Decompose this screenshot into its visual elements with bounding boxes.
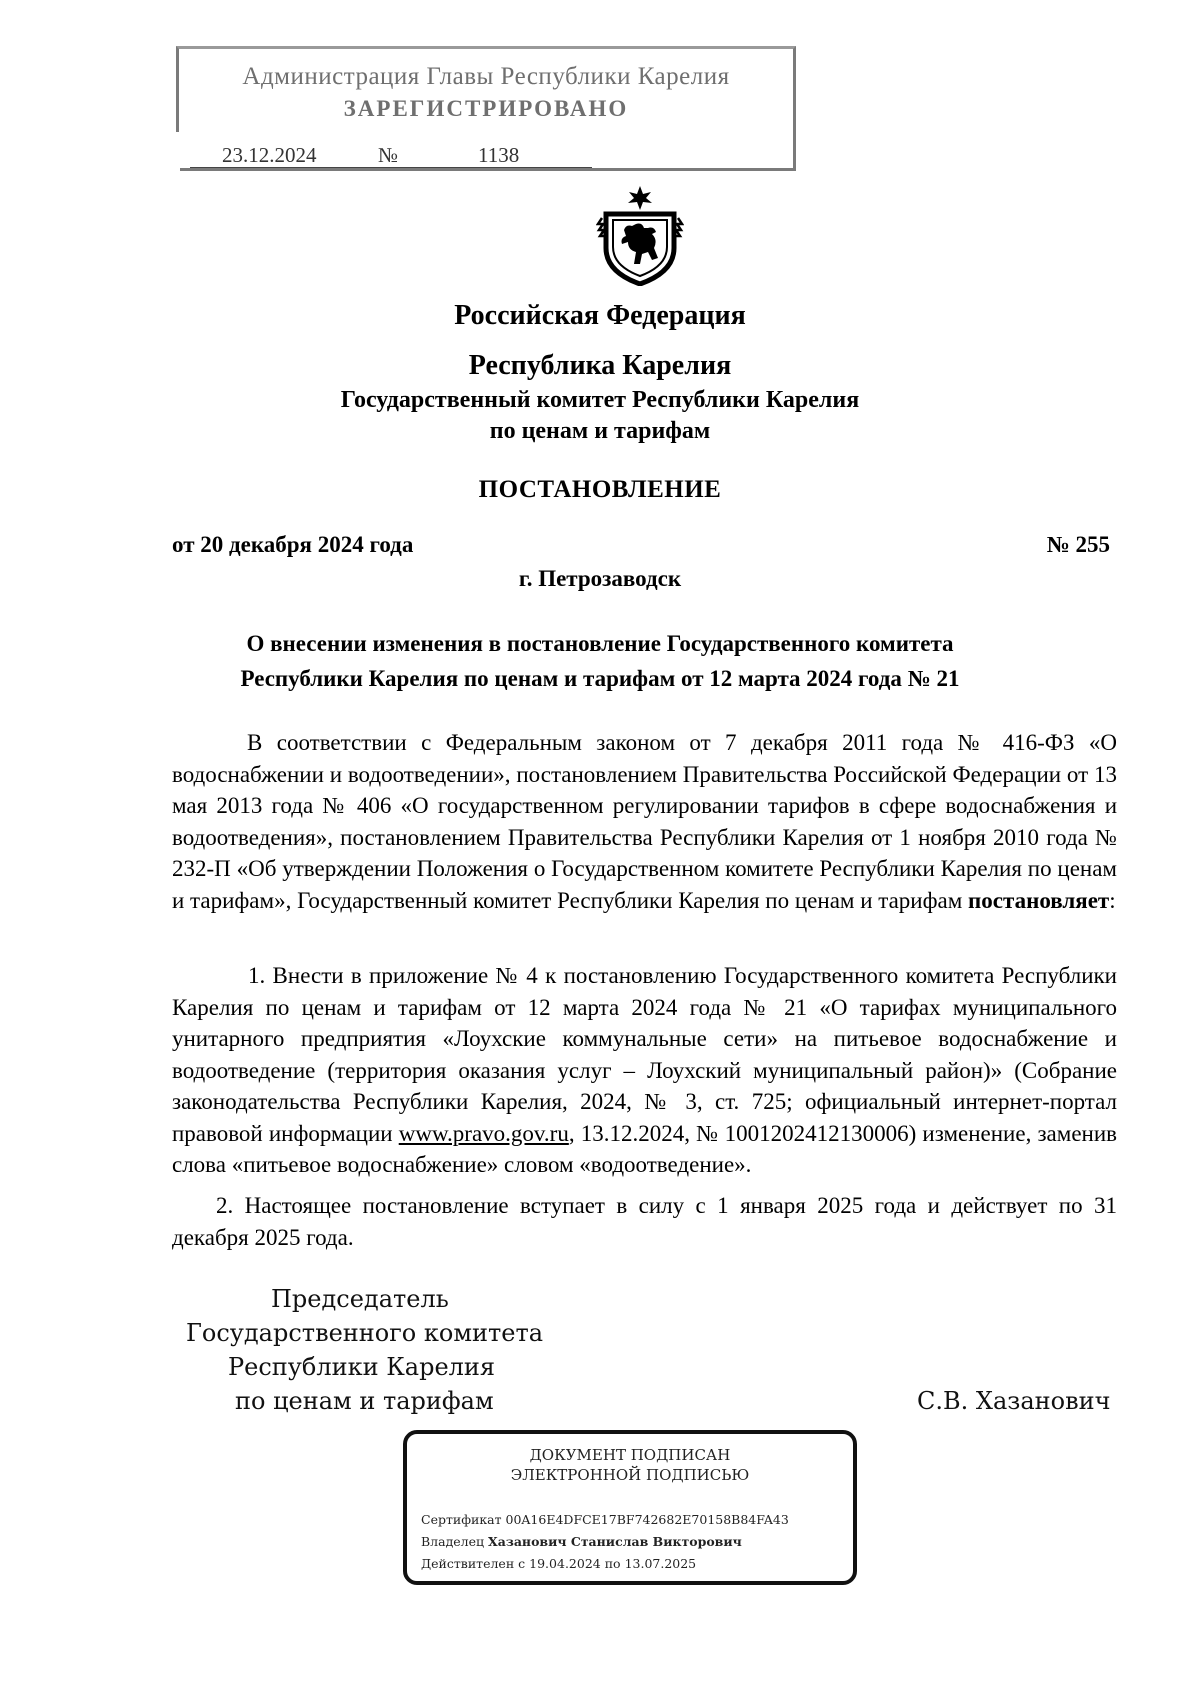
esig-valid-from-word: с <box>518 1556 526 1571</box>
esig-owner <box>421 1534 742 1549</box>
preamble-decree-word: постановляет <box>968 887 1110 913</box>
esig-certificate-label: Сертификат <box>421 1512 502 1527</box>
item-1-text: 1. Внести в приложение № 4 к постановлению Государственного комитета Республики Карелия по ценам и тарифам от 12 марта 2024 года № 21 «О тарифах муниципального унитарного предприятия «Лоухские коммунальные сети» на питьевое водоснабжение и водоотведение (территория оказания услуг – Лоухский муниципальный район)» (Собрание законодательства Республики Карелия, 2024, № 3, ст. 725; официальный интернет-портал правовой информации <box>172 963 1117 1146</box>
registration-number: 1138 <box>478 143 520 167</box>
signatory-position-line3: Республики Карелия <box>228 1353 496 1381</box>
esig-valid-label: Действителен <box>421 1556 515 1571</box>
registration-number-sign: № <box>378 143 399 167</box>
document-city: г. Петрозаводск <box>518 566 682 591</box>
registration-authority: Администрация Главы Республики Карелия <box>242 63 730 90</box>
esig-owner-value: Хазанович Станислав Викторович <box>488 1534 742 1549</box>
republic-heading: Республика Карелия <box>468 350 732 381</box>
registration-status: ЗАРЕГИСТРИРОВАНО <box>343 96 629 121</box>
committee-heading-line2: по ценам и тарифам <box>489 418 711 444</box>
registration-date: 23.12.2024 <box>222 143 317 167</box>
esig-owner-label: Владелец <box>421 1534 485 1549</box>
document-type: ПОСТАНОВЛЕНИЕ <box>478 476 722 503</box>
item-1-paragraph <box>172 960 1117 1181</box>
item-2-paragraph: 2. Настоящее постановление вступает в силу с 1 января 2025 года и действует по 31 декабря 2025 года. <box>172 1193 1117 1250</box>
esig-certificate-value: 00A16E4DFCE17BF742682E70158B84FA43 <box>505 1512 789 1527</box>
document-title-line1: О внесении изменения в постановление Государственного комитета <box>246 631 954 656</box>
signatory-position-line4: по ценам и тарифам <box>235 1387 494 1415</box>
signatory-position-line1: Председатель <box>271 1285 449 1313</box>
karelia-coat-of-arms-icon <box>596 184 684 286</box>
document-number: № 255 <box>1046 532 1110 557</box>
esig-valid-to: 13.07.2025 <box>624 1556 697 1571</box>
esig-valid-to-word: по <box>604 1556 621 1571</box>
preamble-colon: : <box>1109 887 1116 913</box>
registration-underline <box>190 167 592 168</box>
esig-valid-from: 19.04.2024 <box>529 1556 601 1571</box>
signatory-position-line2: Государственного комитета <box>186 1319 544 1347</box>
document-date: от 20 декабря 2024 года <box>172 532 414 557</box>
document-title-line2: Республики Карелия по ценам и тарифам от 12 марта 2024 года № 21 <box>240 666 960 691</box>
country-heading: Российская Федерация <box>454 300 746 331</box>
esig-title-line2: ЭЛЕКТРОННОЙ ПОДПИСЬЮ <box>510 1466 750 1484</box>
preamble-text: В соответствии с Федеральным законом от 7 декабря 2011 года № 416-ФЗ «О водоснабжении и водоотведении», постановлением Правительства Российской Федерации от 13 мая 2013 года № 406 «О государственном регулировании тарифов в сфере водоснабжения и водоотведения», постановлением Правительства Республики Карелия от 1 ноября 2010 года № 232-П «Об утверждении Положения о Государственном комитете Республики Карелия по ценам и тарифам», Государственный комитет Республики Карелия по ценам и тарифам <box>172 730 1117 913</box>
esig-title-line1: ДОКУМЕНТ ПОДПИСАН <box>529 1446 731 1464</box>
esig-certificate <box>421 1512 789 1527</box>
committee-heading: Государственный комитет Республики Карелия <box>340 387 860 413</box>
stamp-gap <box>170 132 180 176</box>
esig-validity <box>421 1556 696 1571</box>
pravo-gov-link[interactable]: www.pravo.gov.ru <box>398 1120 569 1146</box>
item-1-text-end: , 13.12.2024, № 1001202412130006) изменение, заменив слова «питьевое водоснабжение» словом «водоотведение». <box>172 1120 1117 1177</box>
preamble-paragraph <box>172 727 1117 916</box>
electronic-signature-stamp <box>403 1430 857 1585</box>
signatory-name: С.В. Хазанович <box>917 1387 1111 1415</box>
